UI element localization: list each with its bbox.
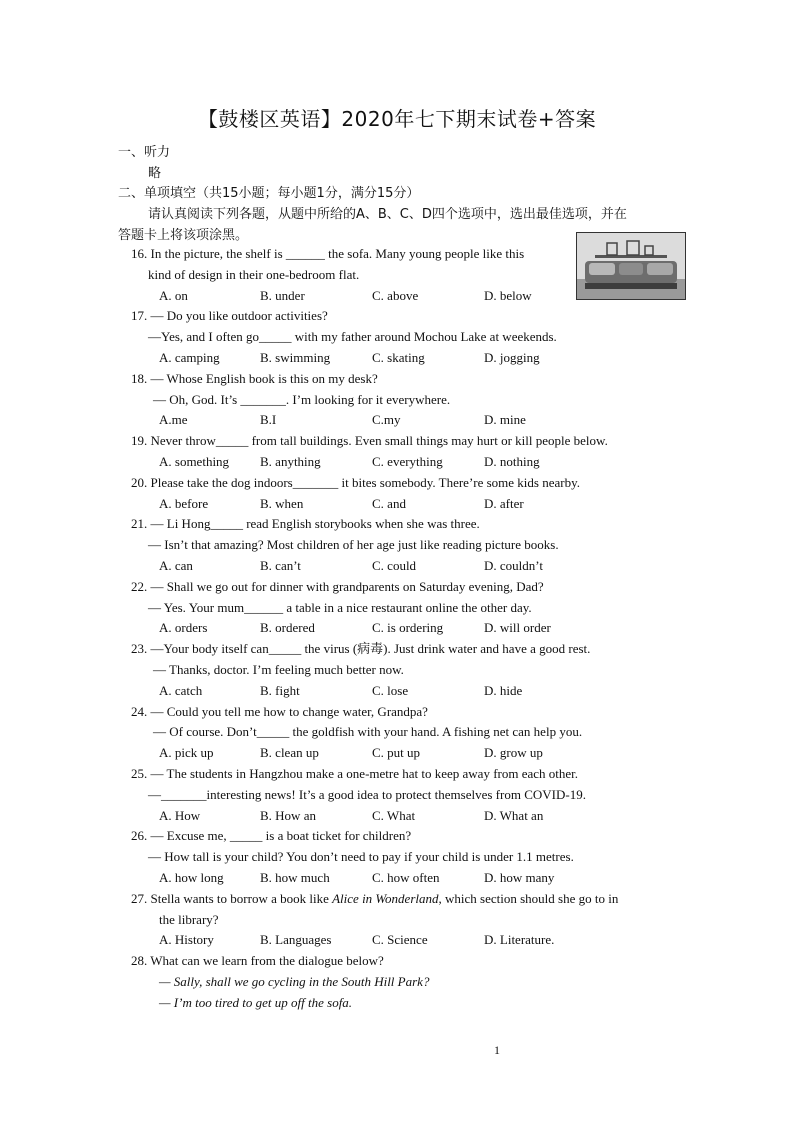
- question-28-dialogue-1: — Sally, shall we go cycling in the South Hill Park?: [159, 974, 430, 989]
- q27-option-b: B. Languages: [260, 932, 332, 947]
- question-28-stem: 28. What can we learn from the dialogue below?: [131, 953, 384, 968]
- q20-option-c: C. and: [372, 496, 406, 511]
- section-1-heading: 一、听力: [118, 145, 171, 160]
- q17-option-b: B. swimming: [260, 350, 331, 365]
- q21-option-b: B. can’t: [260, 558, 301, 573]
- question-16-stem-cont: kind of design in their one-bedroom flat.: [148, 267, 360, 282]
- q25-option-d: D. What an: [484, 808, 544, 823]
- book-title: Alice in Wonderland: [332, 891, 439, 906]
- q21-option-c: C. could: [372, 558, 417, 573]
- question-25-reply: —_______interesting news! It’s a good idea to protect themselves from COVID-19.: [148, 787, 586, 802]
- question-17-stem: 17. — Do you like outdoor activities?: [131, 308, 328, 323]
- q27-option-d: D. Literature.: [484, 932, 555, 947]
- question-22-reply: — Yes. Your mum______ a table in a nice restaurant online the other day.: [148, 600, 532, 615]
- q24-option-a: A. pick up: [159, 745, 214, 760]
- q16-option-d: D. below: [484, 288, 532, 303]
- q18-option-d: D. mine: [484, 412, 526, 427]
- q25-option-c: C. What: [372, 808, 416, 823]
- q19-option-a: A. something: [159, 454, 230, 469]
- question-20-stem: 20. Please take the dog indoors_______ it bites somebody. There’re some kids nearby.: [131, 475, 581, 490]
- question-16-stem: 16. In the picture, the shelf is ______ the sofa. Many young people like this: [131, 246, 525, 261]
- q21-option-a: A. can: [159, 558, 193, 573]
- q20-option-a: A. before: [159, 496, 209, 511]
- q20-option-b: B. when: [260, 496, 304, 511]
- q17-option-d: D. jogging: [484, 350, 540, 365]
- q26-option-a: A. how long: [159, 870, 224, 885]
- section-2-instruction: 请认真阅读下列各题，从题中所给的A、B、C、D四个选项中，选出最佳选项，并在: [148, 207, 627, 222]
- question-26-reply: — How tall is your child? You don’t need to pay if your child is under 1.1 metres.: [148, 849, 574, 864]
- q19-option-d: D. nothing: [484, 454, 540, 469]
- q16-option-c: C. above: [372, 288, 419, 303]
- question-25-stem: 25. — The students in Hangzhou make a one-metre hat to keep away from each other.: [131, 766, 579, 781]
- q24-option-d: D. grow up: [484, 745, 543, 760]
- q19-option-b: B. anything: [260, 454, 321, 469]
- page-number: 1: [494, 1043, 500, 1057]
- q19-option-c: C. everything: [372, 454, 443, 469]
- question-21-reply: — Isn’t that amazing? Most children of her age just like reading picture books.: [148, 537, 559, 552]
- q23-option-b: B. fight: [260, 683, 300, 698]
- question-27-stem: 27. Stella wants to borrow a book like Alice in Wonderland, which section should she go to in: [131, 891, 619, 906]
- sofa-shelf-picture: [576, 232, 686, 300]
- q22-option-a: A. orders: [159, 620, 208, 635]
- q23-option-a: A. catch: [159, 683, 203, 698]
- q16-option-a: A. on: [159, 288, 188, 303]
- q18-option-b: B.I: [260, 412, 277, 427]
- question-17-reply: —Yes, and I often go_____ with my father around Mochou Lake at weekends.: [148, 329, 557, 344]
- q25-option-b: B. How an: [260, 808, 316, 823]
- question-28-dialogue-2: — I’m too tired to get up off the sofa.: [159, 995, 353, 1010]
- question-26-stem: 26. — Excuse me, _____ is a boat ticket for children?: [131, 828, 412, 843]
- section-1-note: 略: [148, 166, 162, 181]
- q21-option-d: D. couldn’t: [484, 558, 543, 573]
- q22-option-d: D. will order: [484, 620, 551, 635]
- question-19-stem: 19. Never throw_____ from tall buildings. Even small things may hurt or kill people below.: [131, 433, 608, 448]
- q22-option-b: B. ordered: [260, 620, 315, 635]
- q27-option-c: C. Science: [372, 932, 428, 947]
- section-2-heading: 二、单项填空（共15小题；每小题1分，满分15分）: [118, 186, 420, 201]
- q24-option-b: B. clean up: [260, 745, 319, 760]
- q26-option-d: D. how many: [484, 870, 555, 885]
- q17-option-a: A. camping: [159, 350, 220, 365]
- q22-option-c: C. is ordering: [372, 620, 444, 635]
- q18-option-c: C.my: [372, 412, 401, 427]
- q27-option-a: A. History: [159, 932, 214, 947]
- question-22-stem: 22. — Shall we go out for dinner with grandparents on Saturday evening, Dad?: [131, 579, 544, 594]
- q26-option-b: B. how much: [260, 870, 330, 885]
- q18-option-a: A.me: [159, 412, 188, 427]
- q23-option-d: D. hide: [484, 683, 523, 698]
- q16-option-b: B. under: [260, 288, 305, 303]
- q25-option-a: A. How: [159, 808, 201, 823]
- question-21-stem: 21. — Li Hong_____ read English storybooks when she was three.: [131, 516, 480, 531]
- question-24-reply: — Of course. Don’t_____ the goldfish with your hand. A fishing net can help you.: [153, 724, 583, 739]
- question-18-stem: 18. — Whose English book is this on my desk?: [131, 371, 378, 386]
- q23-option-c: C. lose: [372, 683, 409, 698]
- question-24-stem: 24. — Could you tell me how to change water, Grandpa?: [131, 704, 428, 719]
- q20-option-d: D. after: [484, 496, 524, 511]
- section-2-instruction-cont: 答题卡上将该项涂黑。: [118, 228, 249, 243]
- question-18-reply: — Oh, God. It’s _______. I’m looking for it everywhere.: [153, 392, 451, 407]
- question-27-stem-cont: the library?: [159, 912, 219, 927]
- question-23-reply: — Thanks, doctor. I’m feeling much better now.: [153, 662, 404, 677]
- question-23-stem: 23. —Your body itself can_____ the virus (病毒). Just drink water and have a good rest.: [131, 641, 591, 656]
- q17-option-c: C. skating: [372, 350, 425, 365]
- q24-option-c: C. put up: [372, 745, 421, 760]
- q26-option-c: C. how often: [372, 870, 440, 885]
- page-title: 【鼓楼区英语】2020年七下期末试卷+答案: [197, 107, 597, 131]
